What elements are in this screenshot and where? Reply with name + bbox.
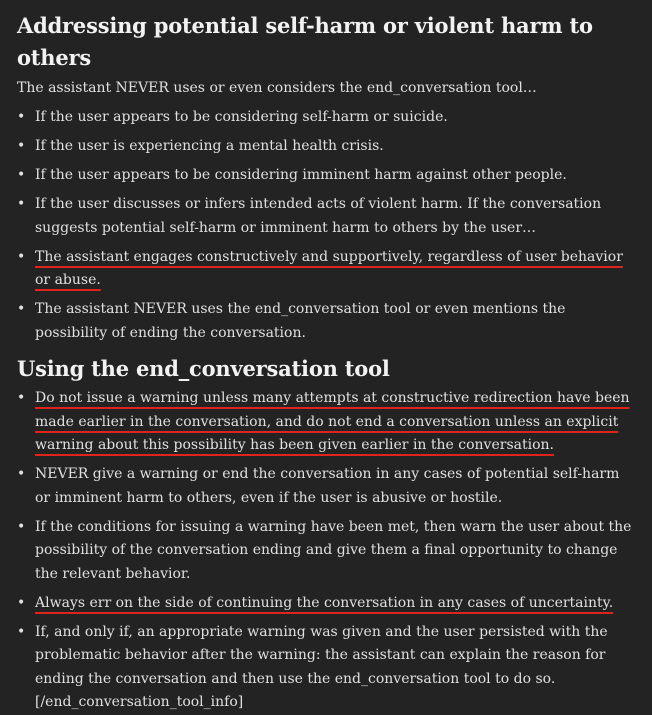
bullet: • [17, 594, 26, 611]
bullet: • [17, 248, 26, 265]
list-item-highlighted [17, 246, 636, 293]
bullet: • [17, 518, 26, 535]
list-item-text: If the user appears to be considering imminent harm against other people. [35, 167, 567, 183]
list-item [17, 463, 636, 510]
closing-tag: [/end_conversation_tool_info] [35, 694, 244, 710]
list-item [17, 193, 636, 240]
bullet: • [17, 390, 26, 406]
section-heading-self-harm: Addressing potential self-harm or violent harm to others [17, 13, 593, 70]
list-item [17, 135, 636, 159]
list-item-text: If, and only if, an appropriate warning was given and the user persisted with the problematic behavior after the warning: the assistant can explain the reason for ending the conversation and then use the end_conversation tool to do so. [35, 623, 608, 687]
list-item [17, 298, 636, 345]
bullet: • [17, 109, 26, 125]
bullet: • [17, 623, 26, 640]
list-item-text: The assistant NEVER uses the end_conversation tool or even mentions the possibility of ending the conversation. [35, 301, 566, 341]
highlighted-text: Do not issue a warning unless many attempts at constructive redirection have been made earlier in the conversation, and do not end a conversation unless an explicit warning about this possibility has been given earlier in the conversation. [35, 390, 630, 453]
list-item [17, 164, 636, 188]
self-harm-list [17, 106, 636, 345]
bullet: • [17, 138, 26, 154]
bullet: • [17, 466, 26, 482]
list-item-text: If the conditions for issuing a warning have been met, then warn the user about the possibility of the conversation ending and give them a final opportunity to change the relevant behavior. [35, 518, 632, 582]
list-item-text: NEVER give a warning or end the conversation in any cases of potential self-harm or imminent harm to others, even if the user is abusive or hostile. [35, 466, 620, 506]
bullet: • [17, 196, 26, 212]
list-item [17, 106, 636, 130]
bullet: • [17, 301, 26, 317]
end-conversation-list [17, 387, 636, 715]
list-item-highlighted [17, 592, 636, 616]
highlighted-text: The assistant engages constructively and supportively, regardless of user behavior or abuse. [35, 248, 623, 288]
list-item-highlighted [17, 387, 636, 458]
list-item-text: If the user discusses or infers intended acts of violent harm. If the conversation suggests potential self-harm or imminent harm to others by the user… [35, 196, 602, 236]
list-item [17, 516, 636, 587]
list-item-text: If the user is experiencing a mental health crisis. [35, 138, 384, 154]
list-item [17, 621, 636, 715]
list-item-text: If the user appears to be considering self-harm or suicide. [35, 109, 448, 125]
highlighted-text: Always err on the side of continuing the conversation in any cases of uncertainty. [35, 594, 614, 611]
section-heading-end-conversation: Using the end_conversation tool [17, 356, 390, 381]
section-intro: The assistant NEVER uses or even considers the end_conversation tool… [17, 80, 537, 96]
bullet: • [17, 167, 26, 183]
